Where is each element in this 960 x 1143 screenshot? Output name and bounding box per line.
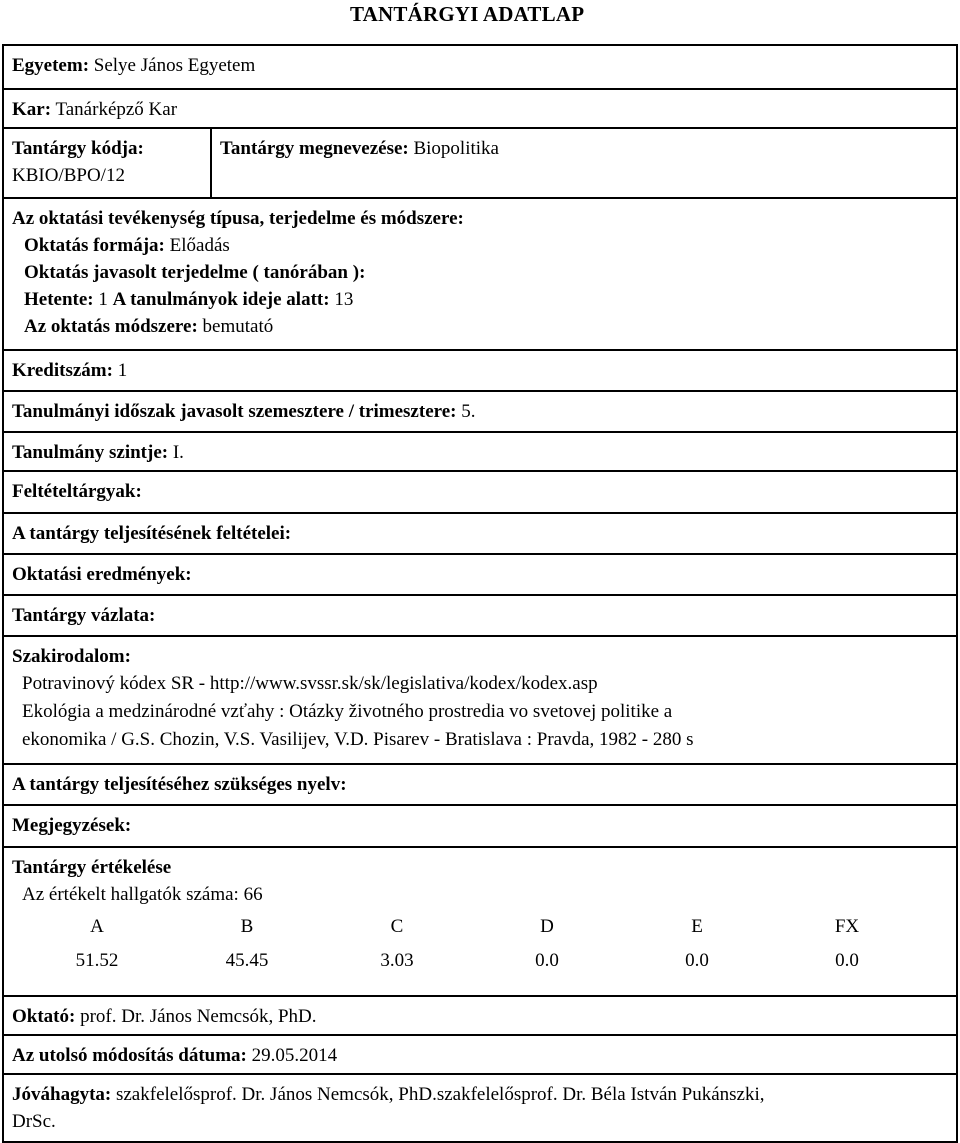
grade-header: FX xyxy=(834,916,860,937)
grade-header: A xyxy=(90,916,104,937)
grade-header: E xyxy=(691,916,703,937)
row-activity xyxy=(3,198,957,350)
method-value: bemutató xyxy=(202,316,274,337)
row-notes xyxy=(3,805,957,847)
grade-value: 0.0 xyxy=(835,950,859,971)
language-label: A tantárgy teljesítéséhez szükséges nyelv: xyxy=(12,774,347,795)
weekly-value: 1 xyxy=(98,289,108,310)
form-value: Előadás xyxy=(169,235,230,256)
activity-heading: Az oktatási tevékenység típusa, terjedelme és módszere: xyxy=(12,208,464,229)
row-prerequisites xyxy=(3,471,957,513)
semester-label: Tanulmányi időszak javasolt szemesztere / trimesztere: xyxy=(12,401,457,422)
scope-label: Oktatás javasolt terjedelme ( tanórában ): xyxy=(24,262,366,283)
row-outcomes xyxy=(3,554,957,595)
row-outline xyxy=(3,595,957,636)
prereq-label: Feltételtárgyak: xyxy=(12,481,142,502)
row-literature xyxy=(3,636,957,764)
activity-details xyxy=(12,232,956,340)
row-credits xyxy=(3,350,957,391)
row-level xyxy=(3,432,957,471)
faculty-value: Tanárképző Kar xyxy=(55,99,178,120)
approved-label: Jóváhagyta: xyxy=(12,1084,112,1105)
outline-label: Tantárgy vázlata: xyxy=(12,605,156,626)
university-value: Selye János Egyetem xyxy=(93,55,256,76)
credits-label: Kreditszám: xyxy=(12,360,113,381)
literature-list xyxy=(12,670,956,754)
grade-header: B xyxy=(240,916,254,937)
university-label: Egyetem: xyxy=(12,55,90,76)
row-semester xyxy=(3,391,957,432)
row-university xyxy=(3,45,957,89)
total-label: A tanulmányok ideje alatt: xyxy=(112,289,330,310)
course-sheet-table xyxy=(2,44,958,1143)
grade-value: 3.03 xyxy=(380,950,414,971)
evaluation-label: Tantárgy értékelése xyxy=(12,857,172,878)
document-title: TANTÁRGYI ADATLAP xyxy=(350,2,585,26)
modified-value: 29.05.2014 xyxy=(251,1045,338,1066)
row-conditions xyxy=(3,513,957,554)
course-code-value: KBIO/BPO/12 xyxy=(12,165,125,186)
level-label: Tanulmány szintje: xyxy=(12,442,169,463)
conditions-label: A tantárgy teljesítésének feltételei: xyxy=(12,523,292,544)
teacher-label: Oktató: xyxy=(12,1006,76,1027)
grade-value: 51.52 xyxy=(75,950,119,971)
semester-value: 5. xyxy=(461,401,476,422)
level-value: I. xyxy=(172,442,184,463)
grade-header: C xyxy=(390,916,404,937)
grade-value: 0.0 xyxy=(535,950,559,971)
grade-value: 0.0 xyxy=(685,950,709,971)
grade-distribution-table xyxy=(22,908,922,976)
row-language xyxy=(3,764,957,805)
grade-header-row xyxy=(22,908,922,946)
weekly-label: Hetente: xyxy=(24,289,94,310)
literature-item: Ekológia a medzinárodné vzťahy : Otázky životného prostredia vo svetovej politike a xyxy=(22,701,673,722)
row-modified xyxy=(3,1035,957,1074)
course-name-value: Biopolitika xyxy=(413,138,499,159)
course-code-label: Tantárgy kódja: xyxy=(12,138,144,159)
credits-value: 1 xyxy=(117,360,128,381)
course-name-label: Tantárgy megnevezése: xyxy=(220,138,409,159)
grade-value-row xyxy=(22,946,922,976)
approved-value: szakfelelősprof. Dr. János Nemcsók, PhD.szakfelelősprof. Dr. Béla István Pukánszki, xyxy=(115,1084,765,1105)
grade-value: 45.45 xyxy=(225,950,269,971)
row-teacher xyxy=(3,996,957,1035)
literature-label: Szakirodalom: xyxy=(12,646,131,667)
grade-header: D xyxy=(540,916,554,937)
outcomes-label: Oktatási eredmények: xyxy=(12,564,192,585)
literature-item: ekonomika / G.S. Chozin, V.S. Vasilijev, V.D. Pisarev - Bratislava : Pravda, 1982 - 280 s xyxy=(22,729,694,750)
form-label: Oktatás formája: xyxy=(24,235,165,256)
total-value: 13 xyxy=(334,289,354,310)
approved-value-cont: DrSc. xyxy=(12,1111,56,1132)
row-evaluation xyxy=(3,847,957,996)
modified-label: Az utolsó módosítás dátuma: xyxy=(12,1045,247,1066)
method-label: Az oktatás módszere: xyxy=(24,316,198,337)
notes-label: Megjegyzések: xyxy=(12,815,132,836)
teacher-value: prof. Dr. János Nemcsók, PhD. xyxy=(80,1006,317,1027)
row-approved xyxy=(3,1074,957,1142)
row-course-code-name xyxy=(3,128,957,198)
evaluated-count: Az értékelt hallgatók száma: 66 xyxy=(22,884,263,905)
faculty-label: Kar: xyxy=(12,99,52,120)
literature-item: Potravinový kódex SR - http://www.svssr.sk/sk/legislativa/kodex/kodex.asp xyxy=(22,673,598,694)
row-faculty xyxy=(3,89,957,128)
